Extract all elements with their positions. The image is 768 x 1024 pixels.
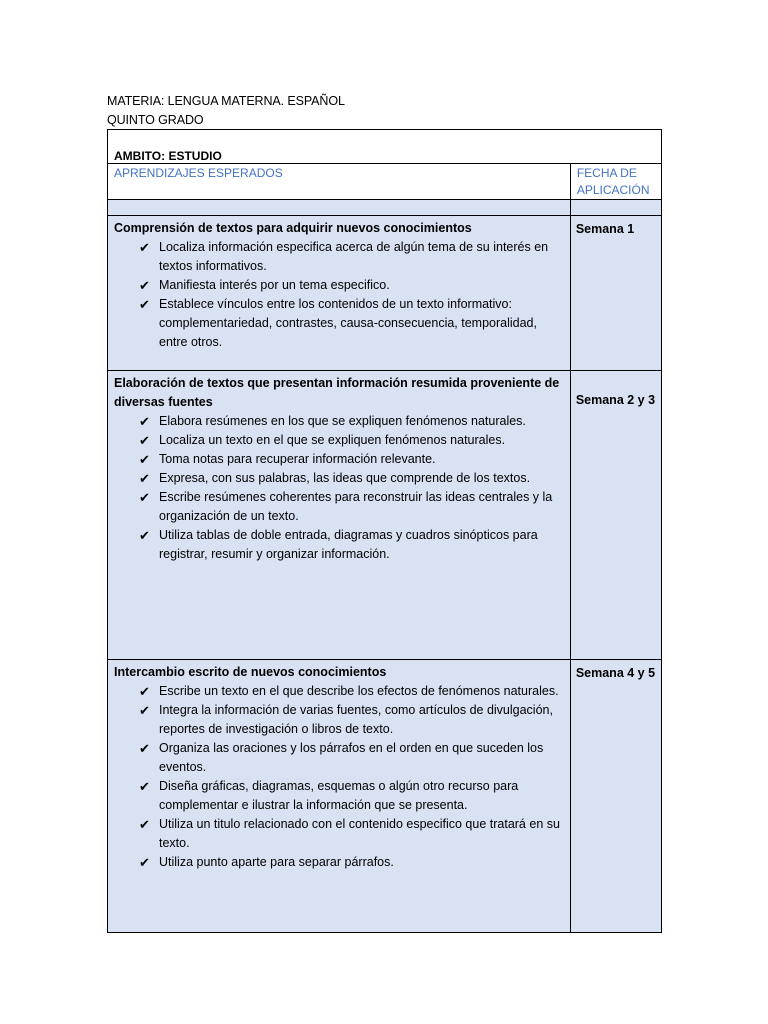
item-text: Localiza información especifica acerca de algún tema de su interés en textos informativos.: [159, 240, 549, 273]
checkmark-icon: ✔: [139, 452, 150, 467]
checkmark-icon: ✔: [139, 684, 150, 699]
list-item: [114, 238, 564, 276]
spacer-row: [108, 200, 662, 216]
checkmark-icon: ✔: [139, 817, 150, 832]
item-text: Escribe resúmenes coherentes para reconstruir las ideas centrales y la organización de un texto.: [159, 490, 553, 523]
item-text: Establece vínculos entre los contenidos de un texto informativo: complementariedad, contrastes, causa-consecuencia, temporalidad, entre otros.: [159, 297, 537, 349]
section-row: [108, 371, 662, 660]
checkmark-icon: ✔: [139, 433, 150, 448]
item-text: Utiliza tablas de doble entrada, diagramas y cuadros sinópticos para registrar, resumir y organizar información.: [159, 528, 538, 561]
item-text: Elabora resúmenes en los que se expliquen fenómenos naturales.: [159, 414, 526, 428]
week-label: Semana 1: [570, 216, 661, 371]
checkmark-icon: ✔: [139, 490, 150, 505]
checkmark-icon: ✔: [139, 297, 150, 312]
item-text: Toma notas para recuperar información relevante.: [159, 452, 436, 466]
week-label: Semana 4 y 5: [570, 660, 661, 933]
checkmark-icon: ✔: [139, 855, 150, 870]
list-item: [114, 276, 564, 295]
list-item: [114, 682, 564, 701]
list-item: [114, 295, 564, 352]
section-title: Elaboración de textos que presentan información resumida proveniente de diversas fuentes: [114, 376, 560, 409]
list-item: [114, 853, 564, 872]
list-item: [114, 431, 564, 450]
grade-heading: QUINTO GRADO: [107, 113, 204, 127]
list-item: [114, 526, 564, 564]
section-content: [108, 660, 571, 933]
checkmark-icon: ✔: [139, 703, 150, 718]
checkmark-icon: ✔: [139, 779, 150, 794]
checkmark-icon: ✔: [139, 471, 150, 486]
checkmark-icon: ✔: [139, 240, 150, 255]
list-item: [114, 412, 564, 431]
spacer-cell: [570, 200, 661, 216]
ambito-label: AMBITO: ESTUDIO: [114, 149, 222, 163]
section-content: [108, 371, 571, 660]
planning-table: [107, 129, 662, 933]
section-title: Comprensión de textos para adquirir nuevos conocimientos: [114, 221, 472, 235]
week-label: Semana 2 y 3: [570, 371, 661, 660]
section-row: [108, 660, 662, 933]
subject-heading: MATERIA: LENGUA MATERNA. ESPAÑOL: [107, 94, 345, 108]
list-item: [114, 815, 564, 853]
checkmark-icon: ✔: [139, 528, 150, 543]
spacer-cell: [108, 200, 571, 216]
item-text: Diseña gráficas, diagramas, esquemas o algún otro recurso para complementar e ilustrar la información que se presenta.: [159, 779, 519, 812]
checkmark-icon: ✔: [139, 414, 150, 429]
item-text: Manifiesta interés por un tema especifico.: [159, 278, 390, 292]
list-item: [114, 469, 564, 488]
item-text: Organiza las oraciones y los párrafos en el orden en que suceden los eventos.: [159, 741, 544, 774]
checkmark-icon: ✔: [139, 278, 150, 293]
item-text: Utiliza un titulo relacionado con el contenido especifico que tratará en su texto.: [159, 817, 560, 850]
item-text: Integra la información de varias fuentes, como artículos de divulgación, reportes de investigación o libros de texto.: [159, 703, 553, 736]
item-text: Utiliza punto aparte para separar párrafos.: [159, 855, 394, 869]
list-item: [114, 777, 564, 815]
list-item: [114, 488, 564, 526]
list-item: [114, 701, 564, 739]
col-header-fecha: FECHA DE APLICACIÓN: [570, 164, 661, 200]
section-content: [108, 216, 571, 371]
section-title: Intercambio escrito de nuevos conocimientos: [114, 665, 387, 679]
section-row: [108, 216, 662, 371]
list-item: [114, 450, 564, 469]
item-text: Escribe un texto en el que describe los efectos de fenómenos naturales.: [159, 684, 559, 698]
item-text: Localiza un texto en el que se expliquen fenómenos naturales.: [159, 433, 506, 447]
ambito-cell: [108, 130, 662, 164]
col-header-aprendizajes: APRENDIZAJES ESPERADOS: [108, 164, 571, 200]
list-item: [114, 739, 564, 777]
item-text: Expresa, con sus palabras, las ideas que comprende de los textos.: [159, 471, 531, 485]
checkmark-icon: ✔: [139, 741, 150, 756]
